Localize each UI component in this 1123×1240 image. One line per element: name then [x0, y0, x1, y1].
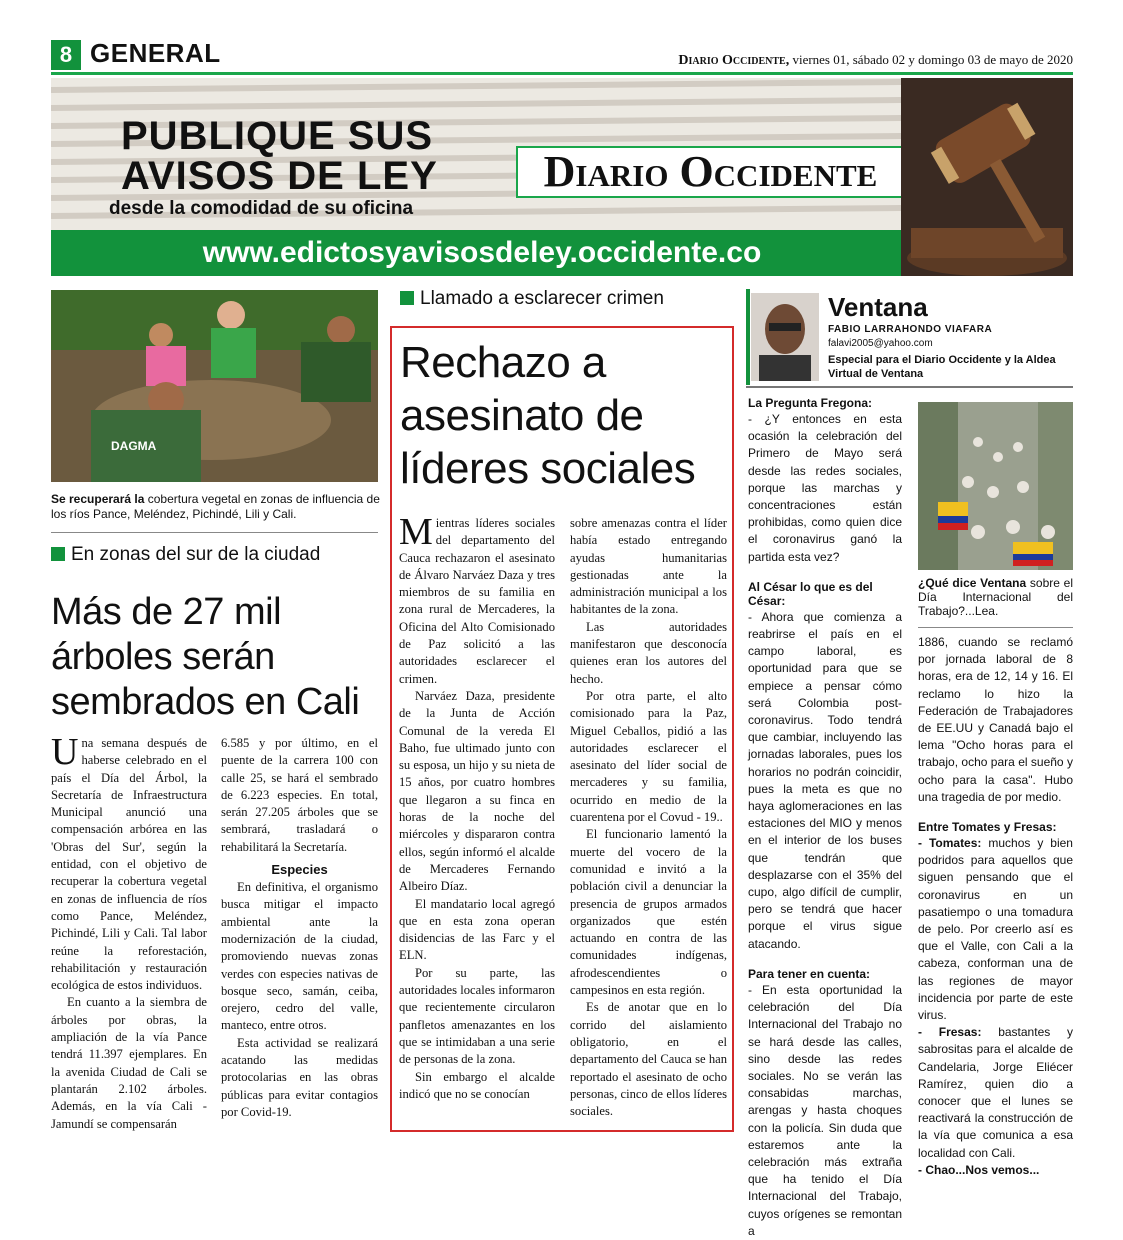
- center-para: El mandatario local agregó que en esta zona operan disidencias de las Farc y el ELN.: [399, 896, 555, 963]
- green-square-icon: [51, 547, 65, 561]
- ventana-para: 1886, cuando se reclamó por jornada laboral de 8 horas, era de 12, 14 y 16. El reclamo lo hizo la Federación de Trabajadores de EE.UU y Canadá bajo el lema "Ocho horas para el trabajo, ocho para el sueño y ocho para la casa". Hubo una tragedia de por medio.: [918, 635, 1073, 804]
- dateline: [678, 52, 1073, 69]
- ventana-bullet-text: muchos y bien podridos para aquellos que siguen pensando que el coronavirus en un pasatiempo o una tomadura de pelo. Por creerlo así es que el Valle, con Cali a la cabeza, conforman una de las regiones de mayor incidencia por parte de este virus.: [918, 836, 1073, 1023]
- labor-day-march-image: [918, 402, 1073, 570]
- ad-url-link[interactable]: www.edictosyavisosdeley.occidente.co: [51, 230, 1073, 276]
- left-para: En cuanto a la siembra de árboles por obras, la ampliación de la vía Pance tendrá 11.397 ejemplares. En la avenida Ciudad de Cali se plantarán 2.102 árboles. Además, en la vía Cali - Jamundí se compensarán: [51, 995, 207, 1131]
- center-para-text: ientras líderes sociales del departamento del Cauca rechazaron el asesinato de Álvaro Narváez Daza y tres miembros de su familia en zona rural de Mercaderes, la Oficina del Alto Comisionado de Paz solicitó a las autoridades esclarecer el crimen.: [399, 516, 555, 686]
- page-number: 8: [51, 40, 81, 70]
- ad-logo: Diario Occidente: [516, 146, 905, 198]
- drop-cap: M: [399, 511, 433, 553]
- ad-subline: desde la comodidad de su oficina: [109, 198, 414, 219]
- issue-date: viernes 01, sábado 02 y domingo 03 de mayo de 2020: [792, 52, 1073, 67]
- center-para: Es de anotar que en lo corrido del aislamiento obligatorio, en el departamento del Cauca se han reportado el asesinato de ocho personas, cinco de ellos líderes sociales.: [570, 1000, 727, 1119]
- center-para: Narváez Daza, presidente de la Junta de Acción Comunal de la vereda El Baho, fue ultimado junto con su esposa, un hijo y su nieta de 15 años, por cuatro hombres que llegaron a su finca en horas de la noche del miércoles y dispararon contra ellos, según informó el alcalde de Mercaderes Fernando Albeiro Díaz.: [399, 688, 556, 894]
- center-para: El funcionario lamentó la muerte del vocero de la comunidad e invitó a la población civil a denunciar la presencia de grupos armados organizados que estén actuando en contra de las comunidades indígenas, afrodescendientes o campesinos en esta región.: [570, 827, 727, 998]
- caption-text: cobertura vegetal en zonas de influencia de los ríos Pance, Meléndez, Pichindé, Lili y Cali.: [51, 492, 380, 521]
- center-article-col1: [399, 511, 556, 1103]
- left-para: [51, 731, 207, 994]
- author-photo: [751, 293, 819, 381]
- ventana-signoff: [918, 1162, 1073, 1179]
- march-caption-text: sobre el Día Internacional del Trabajo?...Lea.: [918, 576, 1073, 618]
- ventana-para: [918, 835, 1073, 1024]
- column-credit: Especial para el Diario Occidente y la Aldea Virtual de Ventana: [828, 354, 1056, 380]
- section-title: GENERAL: [90, 38, 221, 68]
- ventana-col2: [918, 634, 1073, 1179]
- dagma-shirt-label: DAGMA: [111, 439, 157, 453]
- center-article-col2: [570, 515, 727, 1120]
- author-portrait: [751, 293, 819, 381]
- ad-line1: PUBLIQUE SUS: [121, 114, 434, 158]
- ventana-rule: [746, 386, 1073, 388]
- column-author: FABIO LARRAHONDO VIAFARA: [828, 324, 993, 335]
- header-rule: [51, 72, 1073, 75]
- left-headline: Más de 27 mil árboles serán sembrados en Cali: [51, 591, 360, 723]
- ventana-para: - En esta oportunidad la celebración del Día Internacional del Trabajo no se hará desde las calles, sino desde las redes sociales. No se verán las consabidas marchas, arengas y hasta choques con la policía. Sin duda que estaremos ante la celebración más extraña que ha tenido el Día Internacional del Trabajo, cuyos orígenes se remontan a: [748, 982, 902, 1238]
- center-headline: Rechazo a asesinato de líderes sociales: [400, 338, 696, 493]
- ventana-caption-rule: [918, 627, 1073, 628]
- left-kicker-text: En zonas del sur de la ciudad: [71, 544, 321, 565]
- ventana-para: - Ahora que comienza a reabrirse el país en el campo laboral, es oportunidad para que se empiece a pensar cómo será Colombia post-coronavirus. Todo tendrá que cambiar, incluyendo las jornadas laborales, pues los horarios no podrán coincidir, pues la meta es que no haya aglomeraciones en las estaciones del MIO y menos en el interior de los buses que tendrán que desplazarse con el 35% del cupo, algo difícil de cumplir, pero se tendrá que hacer porque el virus sigue atacando.: [748, 609, 902, 951]
- photo-caption: [51, 492, 381, 522]
- left-para-text: na semana después de haberse celebrado en el país el Día del Árbol, la Secretaría de Infraestructura Municipal anunció una compensación arbórea en las 'Obras del Sur', según la entidad, con el objetivo de recuperar la cobertura vegetal en zonas de influencia de ríos como Pance, Meléndez, Pichindé, Lili y Cali. Tal labor reúne la reforestación, rehabilitación y restauración ecológica de estos individuos.: [51, 736, 207, 993]
- left-para: Esta actividad se realizará acatando las medidas protocolarias en las obras públicas para evitar contagios por Covid-19.: [221, 1035, 378, 1119]
- center-para: Por otra parte, el alto comisionado para la Paz, Miguel Ceballos, pidió a las autoridades esclarecer el asesinato del líder social de mercaderes y su familia, ocurrido en medio de la cuarentena por el Covud - 19..: [570, 688, 727, 825]
- ventana-col1: [748, 396, 902, 1240]
- ventana-para: - ¿Y entonces en esta ocasión la celebración del Primero de Mayo será desde las redes sociales, porque las marchas y concentraciones están prohibidas, como quien dice el coronavirus ganó la partida esta vez?: [748, 412, 902, 564]
- gavel-icon: [901, 78, 1073, 276]
- tree-planting-photo: [51, 290, 378, 482]
- green-square-icon: [400, 291, 414, 305]
- tree-planting-image: [51, 290, 378, 482]
- march-caption-lead: ¿Qué dice Ventana: [918, 576, 1027, 590]
- drop-cap: U: [51, 731, 79, 773]
- ventana-subhead: Para tener en cuenta:: [748, 966, 871, 981]
- caption-lead: Se recuperará la: [51, 492, 145, 506]
- ventana-subhead: Al César lo que es del César:: [748, 579, 873, 608]
- center-para: sobre amenazas contra el líder había estado entregando ayudas humanitarias gestionadas ante la administración municipal a los habitantes de la zona.: [570, 516, 727, 617]
- ventana-para: [918, 1024, 1073, 1162]
- left-separator: [51, 532, 378, 533]
- left-subhead: Especies: [271, 862, 328, 878]
- author-email[interactable]: falavi2005@yahoo.com: [828, 338, 933, 349]
- march-photo: [918, 402, 1073, 570]
- center-para: Sin embargo el alcalde indicó que no se conocían: [399, 1069, 555, 1101]
- march-caption: [918, 576, 1073, 618]
- left-kicker: [51, 544, 320, 566]
- column-title: Ventana: [828, 292, 928, 322]
- ventana-accent-bar: [746, 289, 750, 385]
- center-kicker-text: Llamado a esclarecer crimen: [420, 288, 664, 309]
- ventana-bullet-text: bastantes y sabrositas para el alcalde de Candelaria, Jorge Eliécer Ramírez, quien dio a conocer que el lunes se reactivará la construcción de la vía que comunica a esa localidad con Cali.: [918, 1025, 1073, 1160]
- ad-headline: [121, 116, 438, 196]
- ventana-bullet-lead: - Tomates:: [918, 836, 982, 851]
- legal-notices-ad[interactable]: [51, 78, 1073, 276]
- center-kicker: [400, 288, 664, 310]
- left-para: En definitiva, el organismo busca mitigar el impacto ambiental ante la modernización de la ciudad, promoviendo nuevas zonas verdes con especies nativas de bosque seco, samán, ceiba, orejero, cedro del valle, manteco, entre otros.: [221, 880, 378, 1033]
- paper-name: Diario Occidente,: [678, 53, 790, 68]
- ventana-signoff-text: - Chao...Nos vemos...: [918, 1162, 1040, 1177]
- left-article-col1: [51, 731, 207, 1133]
- ventana-bullet-lead: - Fresas:: [918, 1025, 982, 1040]
- center-para: Por su parte, las autoridades locales informaron que recientemente circularon panfletos amenazantes en los que se intimidaban a una serie de personas de la zona.: [399, 965, 555, 1067]
- ad-line2: AVISOS DE LEY: [121, 154, 438, 198]
- center-para: Las autoridades manifestaron que desconocía quienes eran los autores del hecho.: [570, 619, 727, 686]
- ventana-subhead: La Pregunta Fregona:: [748, 396, 873, 410]
- left-para: 6.585 y por último, en el puente de la carrera 100 con calle 25, se hará el sembrado de 6.223 especies. En total, serán 27.205 árboles que se sembrará, trasladará o rehabilitará la Secretaría.: [221, 736, 378, 854]
- center-para: [399, 511, 555, 688]
- ventana-subhead: Entre Tomates y Fresas:: [918, 820, 1057, 835]
- left-article-col2: [221, 735, 378, 1121]
